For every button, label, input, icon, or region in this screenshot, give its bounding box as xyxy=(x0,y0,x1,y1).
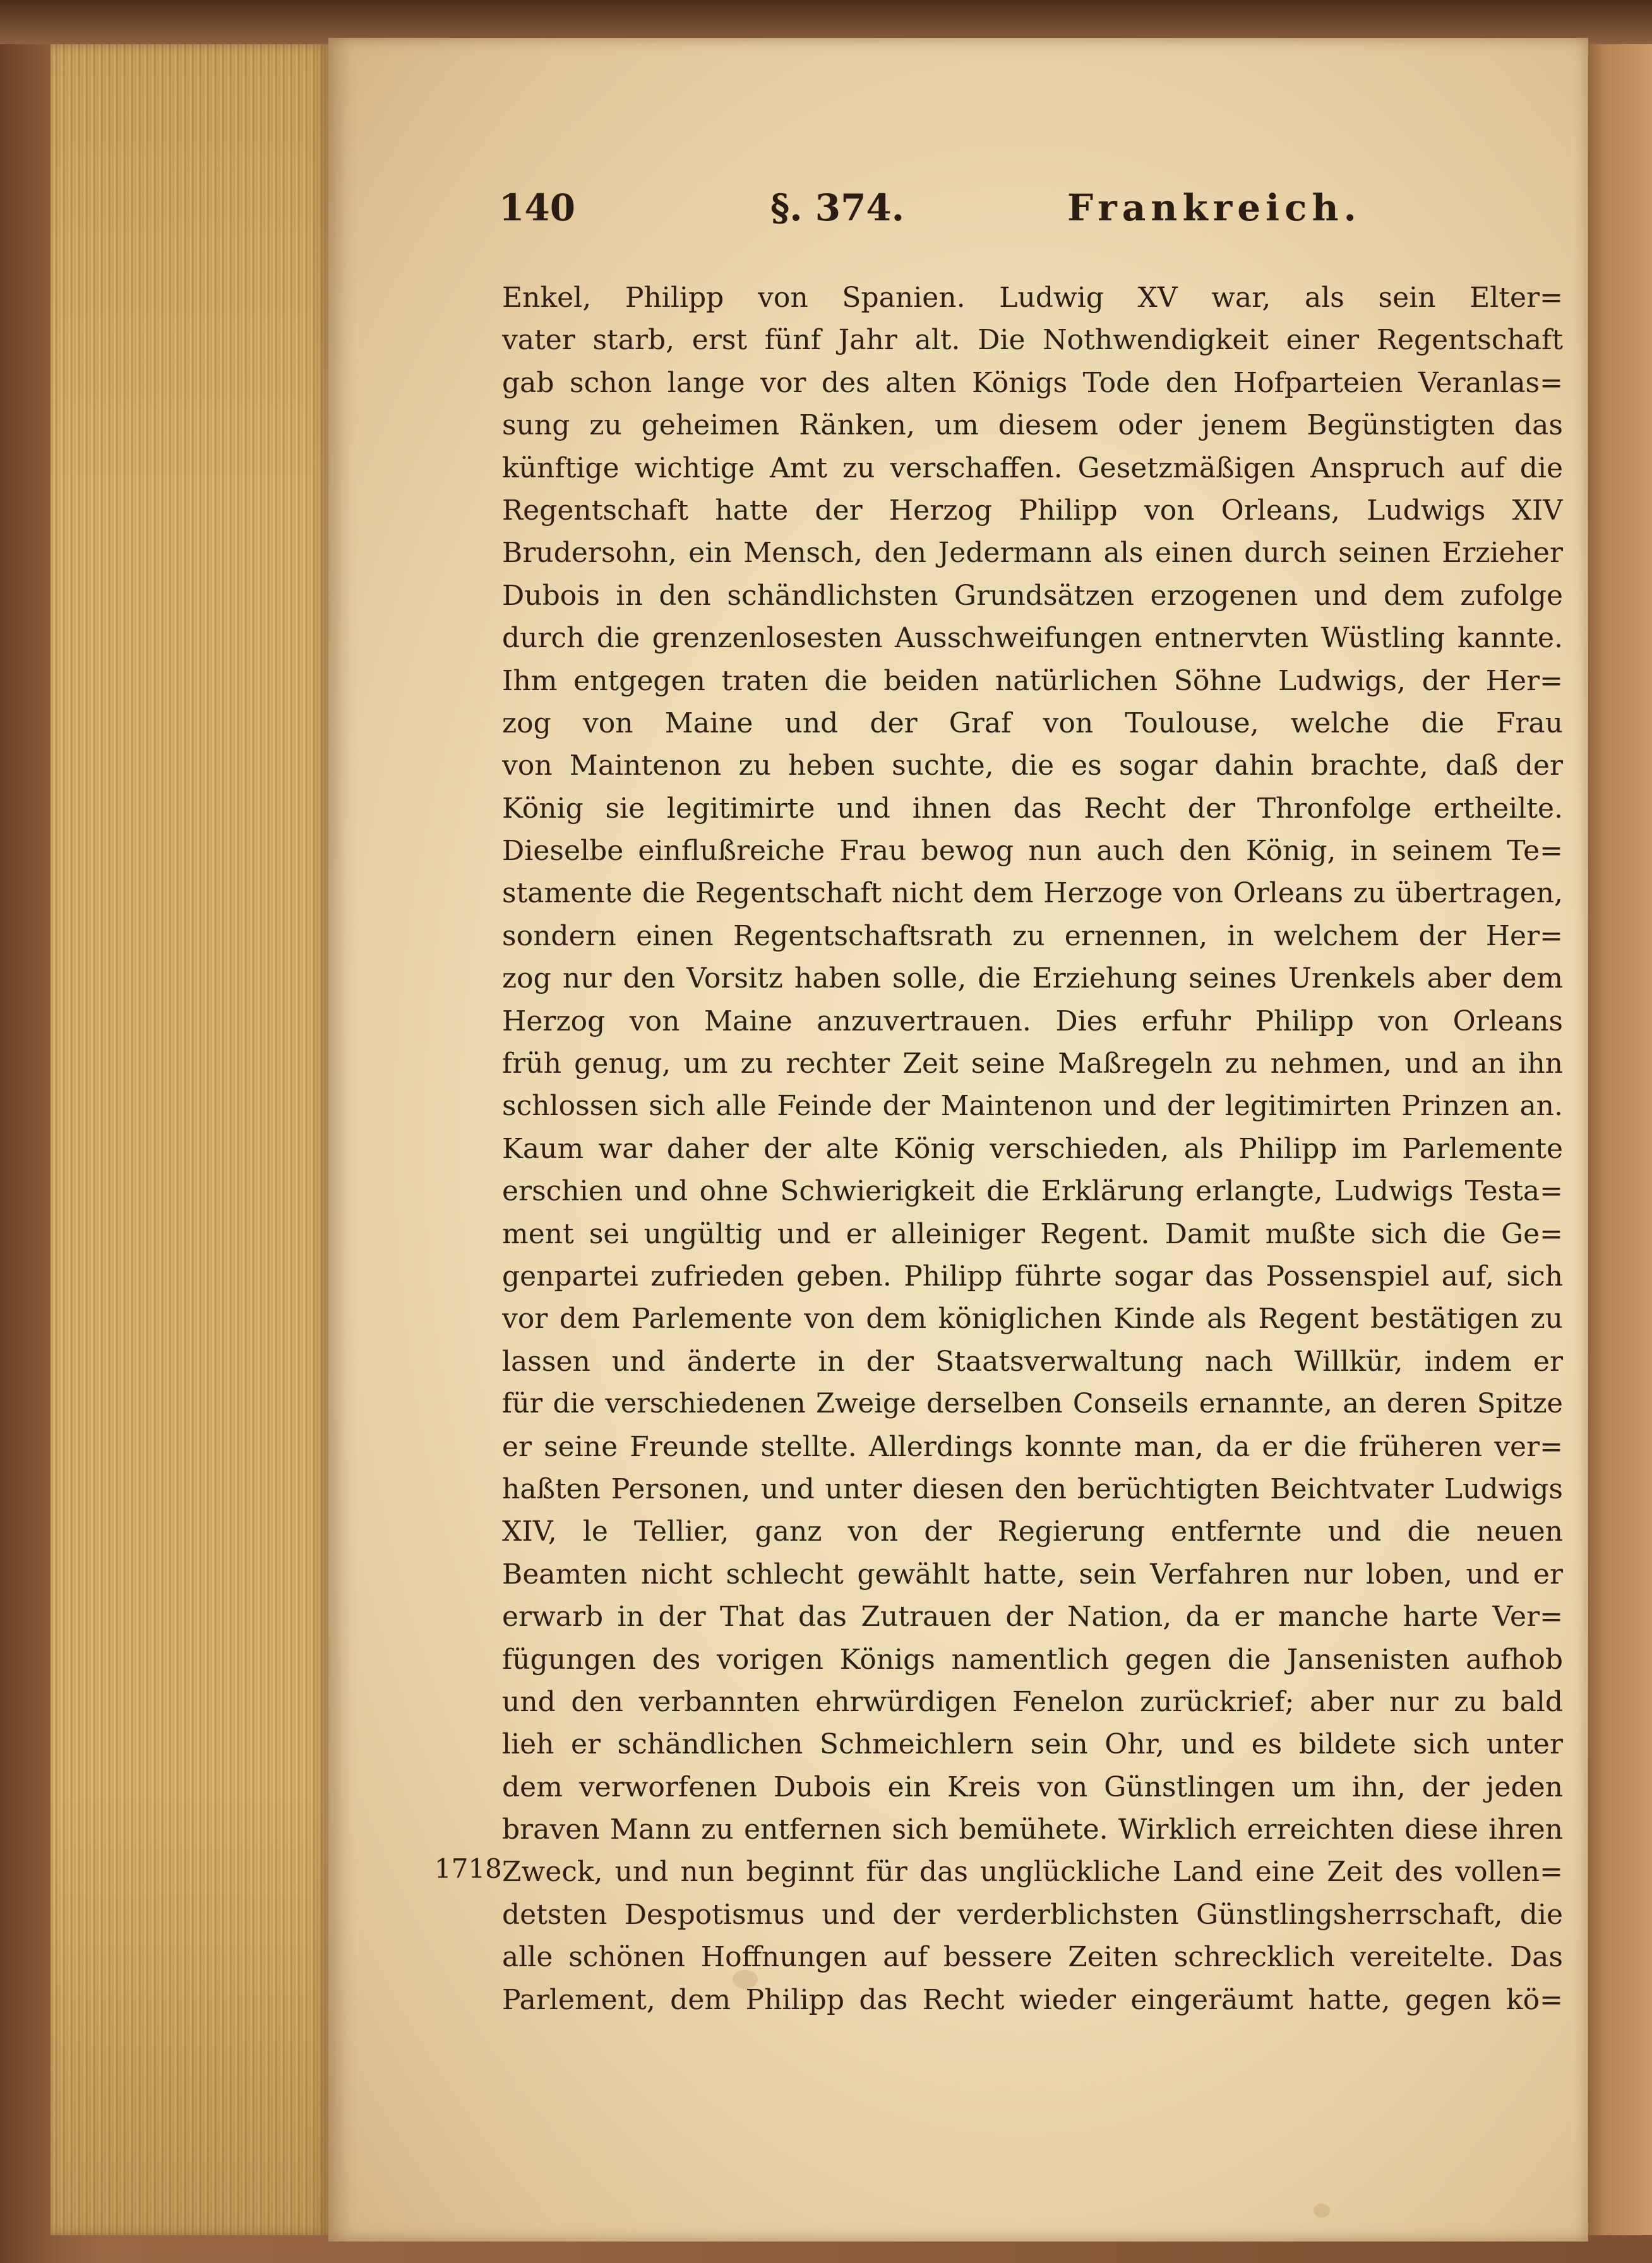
text-line: genpartei zufrieden geben. Philipp führte sogar das Possenspiel auf, sich xyxy=(502,1260,1563,1293)
text-line: Regentschaft hatte der Herzog Philipp von Orleans, Ludwigs XIV xyxy=(502,494,1563,527)
text-line: König sie legitimirte und ihnen das Recht der Thronfolge ertheilte. xyxy=(502,792,1563,825)
text-line: XIV, le Tellier, ganz von der Regierung entfernte und die neuen xyxy=(502,1515,1563,1548)
text-line: ment sei ungültig und er alleiniger Regent. Damit mußte sich die Ge= xyxy=(502,1217,1563,1250)
text-line: Dieselbe einflußreiche Frau bewog nun auch den König, in seinem Te= xyxy=(502,835,1563,868)
text-line: von Maintenon zu heben suchte, die es sogar dahin brachte, daß der xyxy=(502,749,1563,782)
text-line: fügungen des vorigen Königs namentlich gegen die Jansenisten aufhob xyxy=(502,1643,1563,1676)
text-line: Zweck, und nun beginnt für das unglückliche Land eine Zeit des vollen= xyxy=(502,1856,1563,1889)
text-line: künftige wichtige Amt zu verschaffen. Gesetzmäßigen Anspruch auf die xyxy=(502,451,1563,484)
page-number: 140 xyxy=(499,186,576,229)
text-line: Enkel, Philipp von Spanien. Ludwig XV war, als sein Elter= xyxy=(502,282,1563,314)
facing-page-edge xyxy=(1585,44,1652,2235)
text-line: alle schönen Hoffnungen auf bessere Zeiten schrecklich vereitelte. Das xyxy=(502,1941,1563,1974)
body-text xyxy=(502,277,1563,2021)
text-line: zog nur den Vorsitz haben solle, die Erziehung seines Urenkels aber dem xyxy=(502,962,1563,995)
text-line: und den verbannten ehrwürdigen Fenelon zurückrief; aber nur zu bald xyxy=(502,1685,1563,1718)
text-line: Brudersohn, ein Mensch, den Jedermann als einen durch seinen Erzieher xyxy=(502,537,1563,570)
text-line: haßten Personen, und unter diesen den berüchtigten Beichtvater Ludwigs xyxy=(502,1472,1563,1505)
text-line: erschien und ohne Schwierigkeit die Erklärung erlangte, Ludwigs Testa= xyxy=(502,1175,1563,1208)
text-line: durch die grenzenlosesten Ausschweifungen entnervten Wüstling kannte. xyxy=(502,622,1563,655)
text-line: Beamten nicht schlecht gewählt hatte, sein Verfahren nur loben, und er xyxy=(502,1558,1563,1591)
text-line: früh genug, um zu rechter Zeit seine Maßregeln zu nehmen, und an ihn xyxy=(502,1048,1563,1080)
text-line: vater starb, erst fünf Jahr alt. Die Nothwendigkeit einer Regentschaft xyxy=(502,324,1563,357)
text-line: braven Mann zu entfernen sich bemühete. Wirklich erreichten diese ihren xyxy=(502,1813,1563,1846)
text-line: zog von Maine und der Graf von Toulouse, welche die Frau xyxy=(502,707,1563,739)
text-line: dem verworfenen Dubois ein Kreis von Günstlingen um ihn, der jeden xyxy=(502,1770,1563,1803)
text-line: für die verschiedenen Zweige derselben Conseils ernannte, an deren Spitze xyxy=(502,1388,1563,1420)
section-number: §. 374. xyxy=(770,186,904,229)
text-line: vor dem Parlemente von dem königlichen Kinde als Regent bestätigen zu xyxy=(502,1303,1563,1335)
book-page xyxy=(328,38,1588,2242)
text-line: er seine Freunde stellte. Allerdings konnte man, da er die früheren ver= xyxy=(502,1430,1563,1463)
text-line: lassen und änderte in der Staatsverwaltung nach Willkür, indem er xyxy=(502,1345,1563,1378)
page-stack-edges xyxy=(51,44,328,2235)
text-line: Ihm entgegen traten die beiden natürlichen Söhne Ludwigs, der Her= xyxy=(502,664,1563,697)
section-title: Frankreich. xyxy=(1067,186,1362,229)
text-line: lieh er schändlichen Schmeichlern sein Ohr, und es bildete sich unter xyxy=(502,1728,1563,1761)
text-line: schlossen sich alle Feinde der Maintenon und der legitimirten Prinzen an. xyxy=(502,1090,1563,1123)
text-line: Kaum war daher der alte König verschieden, als Philipp im Parlemente xyxy=(502,1132,1563,1165)
text-line: detsten Despotismus und der verderblichsten Günstlingsherrschaft, die xyxy=(502,1898,1563,1931)
text-line: Herzog von Maine anzuvertrauen. Dies erfuhr Philipp von Orleans xyxy=(502,1005,1563,1037)
text-line: sung zu geheimen Ränken, um diesem oder jenem Begünstigten das xyxy=(502,409,1563,442)
margin-year-note: 1718 xyxy=(434,1853,502,1884)
running-head xyxy=(499,186,1566,243)
text-line: Parlement, dem Philipp das Recht wieder eingeräumt hatte, gegen kö= xyxy=(502,1983,1563,2016)
paper-stain xyxy=(1314,2204,1330,2218)
text-line: stamente die Regentschaft nicht dem Herzoge von Orleans zu übertragen, xyxy=(502,877,1563,910)
text-line: gab schon lange vor des alten Königs Tode den Hofparteien Veranlas= xyxy=(502,366,1563,399)
text-line: sondern einen Regentschaftsrath zu ernennen, in welchem der Her= xyxy=(502,919,1563,952)
text-line: erwarb in der That das Zutrauen der Nation, da er manche harte Ver= xyxy=(502,1601,1563,1633)
text-line: Dubois in den schändlichsten Grundsätzen erzogenen und dem zufolge xyxy=(502,579,1563,612)
